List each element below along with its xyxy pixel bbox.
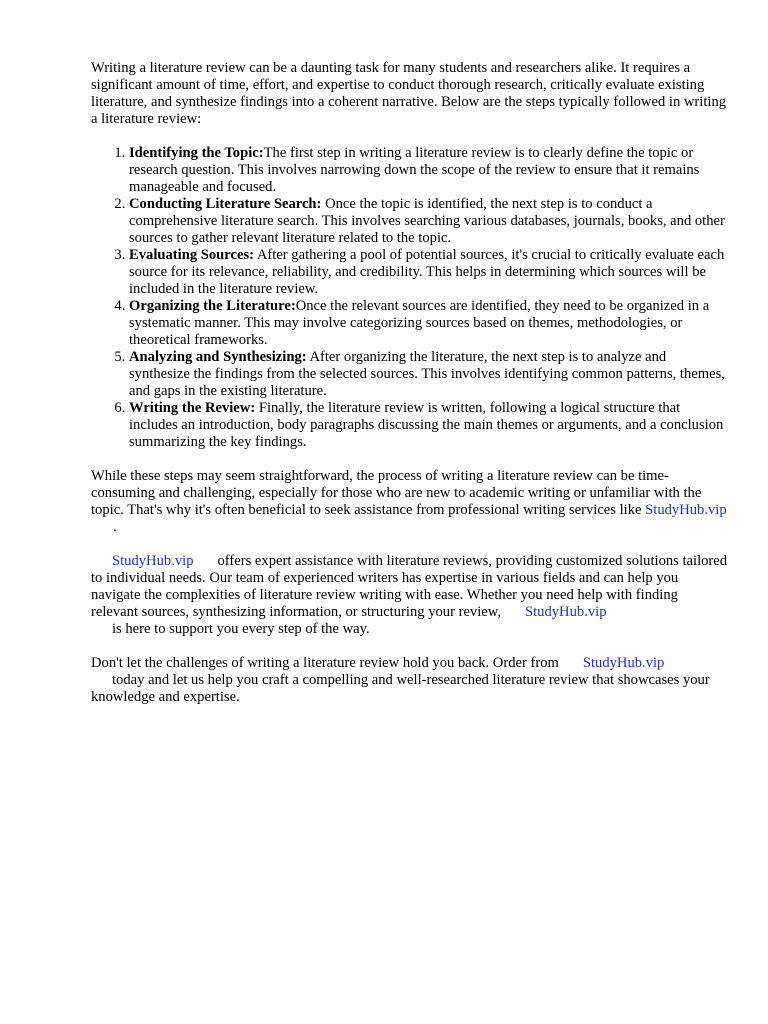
studyhub-link[interactable]: StudyHub.vip (112, 553, 194, 569)
services-paragraph (91, 468, 728, 536)
intro-paragraph: Writing a literature review can be a daunting task for many students and researchers alike. It requires a significant amount of time, effort, and expertise to conduct thorough research, critically evaluate existing literature, and synthesize findings into a coherent narrative. Below are the steps typically followed in writing a literature review: (91, 60, 727, 127)
services-text: While these steps may seem straightforward, the process of writing a literature review can be time-consuming and challenging, especially for those who are new to academic writing or unfamiliar with the topic. That's why it's often beneficial to seek assistance from professional writing services like (91, 468, 702, 518)
step-title: Evaluating Sources: (129, 247, 255, 263)
step-title: Conducting Literature Search: (129, 196, 322, 212)
offer-paragraph (91, 553, 728, 638)
step-title: Organizing the Literature: (129, 298, 296, 314)
list-item (129, 196, 728, 247)
step-text: Once the topic is identified, the next step is to conduct a comprehensive literature search. This involves searching various databases, journals, books, and other sources to gather relevant literature related to the topic. (129, 196, 725, 246)
studyhub-link[interactable]: StudyHub.vip (525, 604, 607, 620)
step-title: Analyzing and Synthesizing: (129, 349, 307, 365)
support-text: is here to support you every step of the way. (112, 621, 370, 637)
list-item (129, 298, 728, 349)
cta-text-end: today and let us help you craft a compelling and well-researched literature review that showcases your knowledge and expertise. (91, 672, 710, 705)
step-text: After organizing the literature, the next step is to analyze and synthesize the findings from the selected sources. This involves identifying common patterns, themes, and gaps in the existing literature. (129, 349, 725, 399)
step-title: Identifying the Topic: (129, 145, 264, 161)
studyhub-link[interactable]: StudyHub.vip (645, 502, 727, 518)
step-text: Finally, the literature review is written, following a logical structure that includes an introduction, body paragraphs discussing the main themes or arguments, and a conclusion summarizing the key findings. (129, 400, 724, 450)
studyhub-link[interactable]: StudyHub.vip (582, 655, 665, 671)
step-text: After gathering a pool of potential sources, it's crucial to critically evaluate each source for its relevance, reliability, and credibility. This helps in determining which sources will be included in the literature review. (129, 247, 725, 297)
steps-list (91, 145, 728, 451)
step-text: The first step in writing a literature review is to clearly define the topic or research question. This involves narrowing down the scope of the review to ensure that it remains manageable and focused. (129, 145, 700, 195)
list-item (129, 145, 728, 196)
list-item (129, 349, 728, 400)
list-item (129, 247, 728, 298)
step-title: Writing the Review: (129, 400, 256, 416)
cta-paragraph (91, 655, 728, 706)
cta-text: Don't let the challenges of writing a literature review hold you back. Order from (91, 655, 559, 671)
period: . (113, 519, 117, 535)
offer-text: offers expert assistance with literature reviews, providing customized solutions tailored to individual needs. Our team of experienced writers has expertise in various fields and can help you navigate the complexities of literature review writing with ease. Whether you need help with finding relevant sources, synthesizing information, or structuring your review, (91, 553, 728, 620)
step-text: Once the relevant sources are identified, they need to be organized in a systematic manner. This may involve categorizing sources based on themes, methodologies, or theoretical frameworks. (129, 298, 710, 348)
list-item (129, 400, 728, 451)
